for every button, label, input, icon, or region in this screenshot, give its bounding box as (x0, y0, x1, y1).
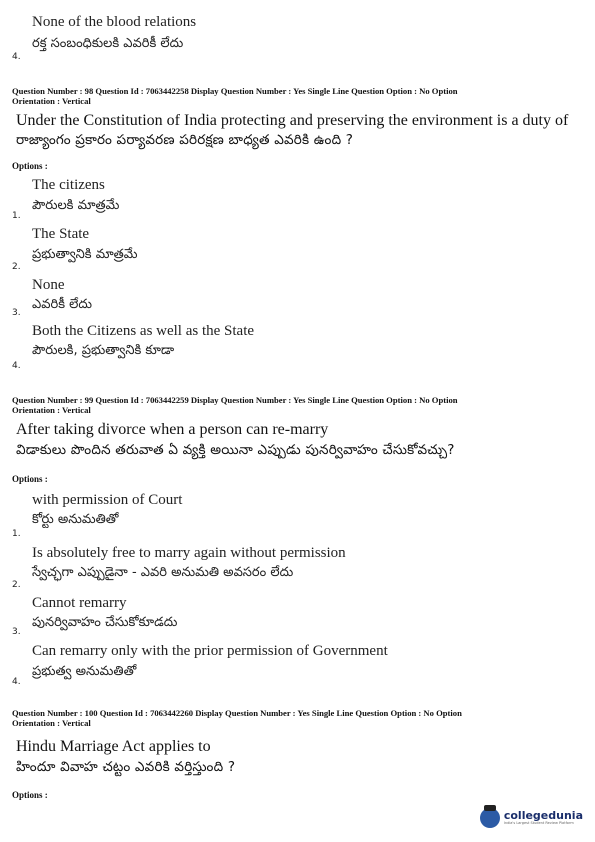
option-number: 1. (12, 211, 21, 221)
option-text-te[interactable]: ఎవరికీ లేదు (32, 297, 93, 312)
question-text-te: విడాకులు పొందిన తరువాత ఏ వ్యక్తి అయినా ఎప్పుడు పునర్వివాహం చేసుకోవచ్చు? (16, 442, 455, 458)
logo-mark-icon (480, 808, 500, 828)
option-text-te[interactable]: పౌరులకి, ప్రభుత్వానికి కూడా (32, 343, 175, 358)
option-text-en[interactable]: None (32, 277, 65, 293)
question-meta: Question Number : 99 Question Id : 7063442259 Display Question Number : Yes Single Line Question Option : No Option (12, 395, 458, 405)
option-number: 3. (12, 308, 21, 318)
question-text-en: After taking divorce when a person can re-marry (16, 421, 329, 438)
option-number: 3. (12, 627, 21, 637)
option-text-en[interactable]: The citizens (32, 177, 105, 193)
option-text-te[interactable]: ప్రభుత్వ అనుమతితో (32, 664, 137, 679)
question-meta: Question Number : 100 Question Id : 7063442260 Display Question Number : Yes Single Line Question Option : No Option (12, 708, 462, 718)
option-text-en: None of the blood relations (32, 14, 197, 30)
logo-name: collegedunia (503, 809, 583, 822)
options-label: Options : (12, 474, 48, 484)
logo-tagline: India's Largest Student Review Platform (503, 821, 574, 825)
question-meta-orientation: Orientation : Vertical (12, 718, 91, 728)
option-text-te[interactable]: పునర్వివాహం చేసుకోకూడదు (32, 615, 178, 630)
option-number: 4. (12, 361, 21, 371)
option-text-en[interactable]: Can remarry only with the prior permission of Government (32, 643, 388, 659)
question-text-en: Hindu Marriage Act applies to (16, 738, 211, 755)
question-text-en: Under the Constitution of India protecting and preserving the environment is a duty of (16, 112, 569, 129)
options-label: Options : (12, 161, 48, 171)
option-text-en[interactable]: with permission of Court (32, 492, 183, 508)
collegedunia-logo (480, 808, 583, 828)
question-meta-orientation: Orientation : Vertical (12, 405, 91, 415)
options-label: Options : (12, 790, 48, 800)
option-text-te: రక్త సంబంధికులకి ఎవరికీ లేదు (32, 36, 184, 51)
question-meta: Question Number : 98 Question Id : 7063442258 Display Question Number : Yes Single Line Question Option : No Option (12, 86, 458, 96)
option-number: 4. (12, 677, 21, 687)
option-text-te[interactable]: స్వేచ్ఛగా ఎప్పుడైనా - ఎవరి అనుమతి అవసరం లేదు (32, 565, 294, 580)
option-number: 2. (12, 580, 21, 590)
option-text-en[interactable]: Is absolutely free to marry again without permission (32, 545, 346, 561)
option-text-en[interactable]: Both the Citizens as well as the State (32, 323, 255, 339)
question-meta-orientation: Orientation : Vertical (12, 96, 91, 106)
option-text-te[interactable]: ప్రభుత్వానికి మాత్రమే (32, 247, 138, 262)
option-number: 2. (12, 262, 21, 272)
option-text-en[interactable]: Cannot remarry (32, 595, 127, 611)
option-text-te[interactable]: పౌరులకి మాత్రమే (32, 198, 120, 213)
option-text-en[interactable]: The State (32, 226, 90, 242)
option-number: 1. (12, 529, 21, 539)
question-text-te: హిందూ వివాహ చట్టం ఎవరికి వర్తిస్తుంది ? (16, 759, 236, 775)
question-text-te: రాజ్యాంగం ప్రకారం పర్యావరణ పరిరక్షణ బాధ్యత ఎవరికి ఉంది ? (16, 132, 354, 148)
option-text-te[interactable]: కోర్టు అనుమతితో (32, 512, 119, 527)
option-number: 4. (12, 52, 21, 62)
